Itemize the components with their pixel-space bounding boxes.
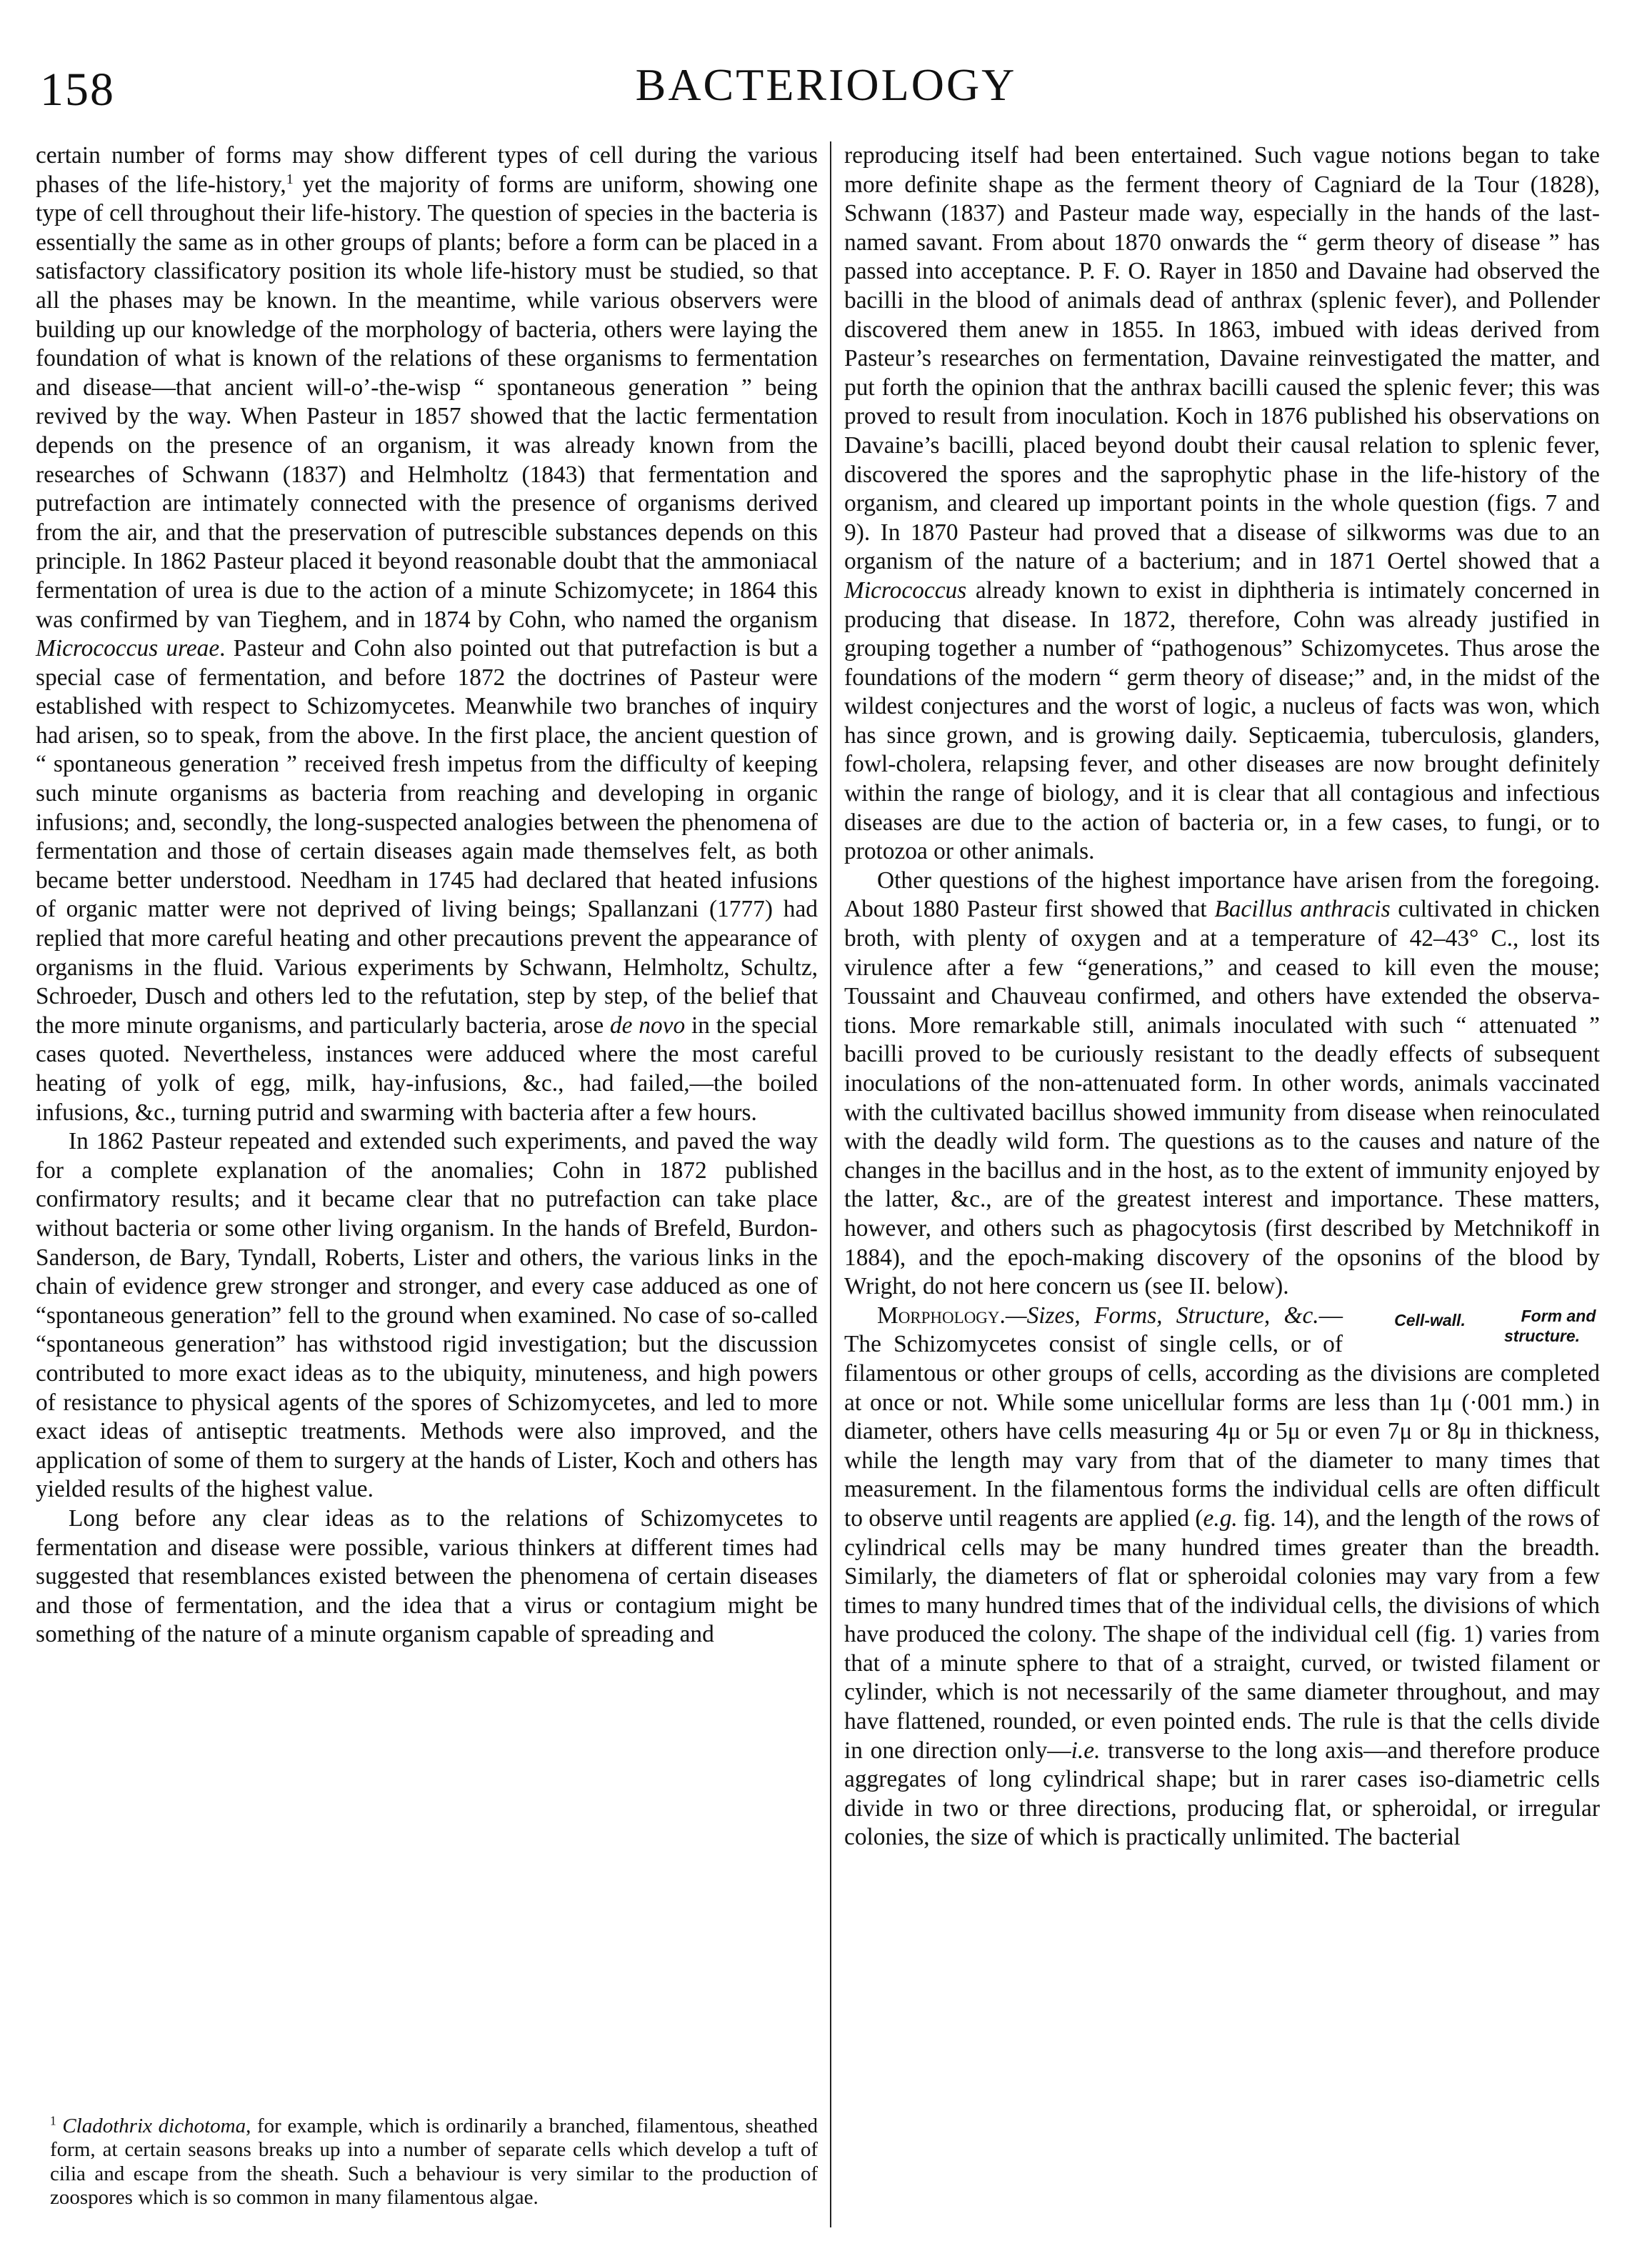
italic-text: de novo (609, 1012, 686, 1039)
column-rule (830, 141, 831, 2227)
left-column (36, 141, 818, 1649)
text-run: . Pasteur and Cohn also pointed out that putrefaction is but a special case of fermentation, and before 1872 the doctrines of Pasteur were established with respect to Schizomycetes. Meanwhile two branches of inquiry had arisen, so to speak, from the above. In the first place, the ancient question of “ spontaneous generation ” received fresh impetus from the difficulty of keeping such minute organisms as bacteria from reaching and developing in organic infusions; and, secondly, the long-suspected analogies between the phenomena of fermentation and those of certain diseases again made themselves felt, as both became better understood. Needham in 1745 had declared that heated infusions of organic matter were not deprived of living beings; Spallanzani (1777) had replied that more careful heating and other precautions prevent the appearance of organisms in the fluid. Various experiments by Schwann, Helmholtz, Schultz, Schroeder, Dusch and others led to the refutation, step by step, of the belief that the more minute organisms, and particularly bacteria, arose (36, 635, 818, 1039)
running-head (0, 59, 1652, 123)
text-run: transverse to the long axis—and therefore produce aggregates of long cylindrical shape; but in rarer cases iso-diametric cells divide in two or three directions, producing flat, or spheroidal, or irregular colonies, the size of which is practically unlimited. The bacterial (844, 1737, 1600, 1851)
text-run: yet the majority of forms are uniform, showing one type of cell throughout their life-history. The question of species in the bacteria is essentially the same as in other groups of plants; before a form can be placed in a satisfactory classificatory position its whole life-history must be studied, so that all the phases may be known. In the meantime, while various observers were building up our knowledge of the morphology of bacteria, others were laying the foundation of what is known of the relations of these organisms to fermentation and disease—that ancient will-o’-the-wisp “ spontaneous generation ” being revived by the way. When Pasteur in 1857 showed that the lactic fermentation depends on the presence of an organism, it was already known from the researches of Schwann (1837) and Helmholtz (1843) that fermentation and putrefaction are intimately connected with the presence of organisms derived from the air, and that the preservation of putrescible substances depends on this principle. In 1862 Pasteur placed it beyond reasonable doubt that the ammoniacal fermentation of urea is due to the action of a minute Schizomycete; in 1864 this was confirmed by van Tieghem, and in 1874 by Cohn, who named the organism (36, 171, 819, 633)
section-subheading: —Sizes, Forms, Structure, &c. (1005, 1302, 1319, 1329)
paragraph (844, 1302, 1600, 1852)
footnote-mark: 1 (50, 2113, 56, 2128)
italic-text: e.g. (1203, 1504, 1238, 1532)
sidenote-form-and-structure: Form and structure. (1503, 1306, 1596, 1345)
sidenote-cell-wall: Cell-wall. (1394, 1310, 1466, 1329)
footnote-reference: 1 (286, 171, 294, 187)
text-run: in the special cases quoted. Nevertheless, instances were adduced where the most careful heating of yolk of egg, milk, hay-infusions, &c., had failed,—the boiled infusions, &c., turning putrid and swarming with bacteria after a few hours. (36, 1012, 819, 1126)
text-run: cultivated in chicken broth, with plenty of oxygen and at a temperature of 42–43° C., lost its virulence after a few “generations,” and ceased to kill even the mouse; Toussaint and Chauveau confirmed, and others have extended the observations. More remarkable still, animals inoculated with such “ attenuated ” bacilli proved to be curiously resistant to the deadly effects of subsequent inoculations of the non-attenuated form. In other words, animals vaccinated with the cultivated bacillus showed immunity from disease when reinoculated with the deadly wild form. The questions as to the causes and nature of the changes in the bacillus and in the host, as to the extent of immunity enjoyed by the latter, &c., are of the greatest interest and importance. These matters, however, and others such as phagocytosis (first described by Metchnikoff in 1884), and the epoch-making discovery of the opsonins of the blood by Wright, do not here concern us (see II. below). (844, 896, 1600, 1300)
italic-text: Micrococcus (844, 577, 967, 604)
italic-text: i.e. (1071, 1737, 1101, 1764)
paragraph (844, 867, 1600, 1302)
text-run: fig. 14), and the length of the rows of cylindrical cells may be many hundred times greater than the breadth. Similarly, the diameters of flat or spheroidal colonies may vary from a few times to many hundred times that of the individual cells, the divisions of which have produced the colony. The shape of the individual cell (fig. 1) varies from that of a minute sphere to that of a straight, curved, or twisted filament or cylinder, which is not necessarily of the same diameter throughout, and may have flattened, rounded, or even pointed ends. The rule is that the cells divide in one direction only— (844, 1504, 1600, 1764)
paragraph: Long before any clear ideas as to the relations of Schizomycetes to fermentation and disease were possible, various thinkers at different times had suggested that resemblances existed between the phenomena of certain diseases and those of fermentation, and the idea that a virus or contagium might be something of the nature of a minute organism capable of spreading and (36, 1504, 818, 1648)
text-run: reproducing itself had been entertained. Such vague notions began to take more definite shape as the ferment theory of Cagniard de la Tour (1828), Schwann (1837) and Pasteur made way, especially in the hands of the last-named savant. From about 1870 onwards the “ germ theory of disease ” has passed into acceptance. P. F. O. Rayer in 1850 and Davaine had observed the bacilli in the blood of animals dead of anthrax (splenic fever), and Pollender discovered them anew in 1855. In 1863, imbued with ideas derived from Pasteur’s researches on fermentation, Davaine reinvestigated the matter, and put forth the opinion that the anthrax bacilli caused the splenic fever; this was proved to result from inoculation. Koch in 1876 published his observations on Davaine’s bacilli, placed beyond doubt their causal relation to splenic fever, discovered the spores and the saprophytic phase in the life-history of the organism, and cleared up important points in the whole question (figs. 7 and 9). In 1870 Pasteur had proved that a disease of silkworms was due to an organism of the nature of a bacterium; and in 1871 Oertel showed that a (844, 142, 1600, 575)
footnote-text: , for example, which is ordinarily a branched, filamentous, sheathed form, at certain seasons breaks up into a number of separate cells which develop a tuft of cilia and escape from the sheath. Such a behaviour is very similar to the production of zoospores which is so common in many filamentous algae. (50, 2115, 818, 2210)
italic-text: Cladothrix dichotoma (62, 2115, 246, 2137)
paragraph (844, 141, 1600, 867)
footnote (50, 2115, 818, 2210)
text-run: already known to exist in diphtheria is intimately concerned in producing that disease. In 1872, therefore, Cohn was already justified in grouping together a number of “pathogenous” Schizomycetes. Thus arose the foundations of the modern “ germ theory of disease;” and, in the midst of the wildest conjectures and the worst of logic, a nucleus of facts was won, which has since grown, and is growing daily. Septicaemia, tuberculosis, glanders, fowl-cholera, relapsing fever, and other diseases are now brought definitely within the range of biology, and it is clear that all contagious and infectious diseases are due to the action of bacteria or, in a few cases, to fungi, or to protozoa or other animals. (844, 577, 1600, 865)
right-column (844, 141, 1600, 1852)
text-run: certain number of forms may show different types of cell during the various phases of the life-history, (36, 142, 818, 198)
section-heading: Morphology. (877, 1302, 1006, 1329)
running-title: BACTERIOLOGY (635, 59, 1017, 110)
page-number: 158 (40, 64, 115, 116)
paragraph (36, 141, 818, 1127)
paragraph: In 1862 Pasteur repeated and extended such experiments, and paved the way for a complete explanation of the anomalies; Cohn in 1872 published confirmatory results; and it became clear that no putrefaction can take place without bacteria or some other living organism. In the hands of Brefeld, Burdon-Sanderson, de Bary, Tyndall, Roberts, Lister and others, the various links in the chain of evidence grew stronger and stronger, and every case adduced as one of “spontaneous generation” fell to the ground when examined. No case of so-called “spontaneous generation” has withstood rigid investigation; but the discussion contributed to more exact ideas as to the ubiquity, minuteness, and high powers of resistance to physical agents of the spores of Schizomycetes, and led to more exact ideas of antiseptic treatments. Methods were also improved, and the application of some of them to surgery at the hands of Lister, Koch and others has yielded results of the highest value. (36, 1128, 818, 1503)
text-run: —The Schizomycetes consist of single cells, or of filamentous or other groups of cells, according as the divisions are completed at once or not. While some unicellular forms are less than 1μ (·001 mm.) in diameter, others have cells measuring 4μ or 5μ or even 7μ or 8μ in thickness, while the length may vary from that of the diameter to many times that measurement. In the filamentous forms the individual cells are often difficult to observe until reagents are applied ( (844, 1302, 1600, 1532)
italic-text: Bacillus anthracis (1214, 896, 1391, 923)
italic-text: Micrococcus ureae (36, 635, 220, 662)
text-run: Other questions of the highest importance have arisen from the foregoing. About 1880 Pasteur first showed that (844, 867, 1600, 923)
